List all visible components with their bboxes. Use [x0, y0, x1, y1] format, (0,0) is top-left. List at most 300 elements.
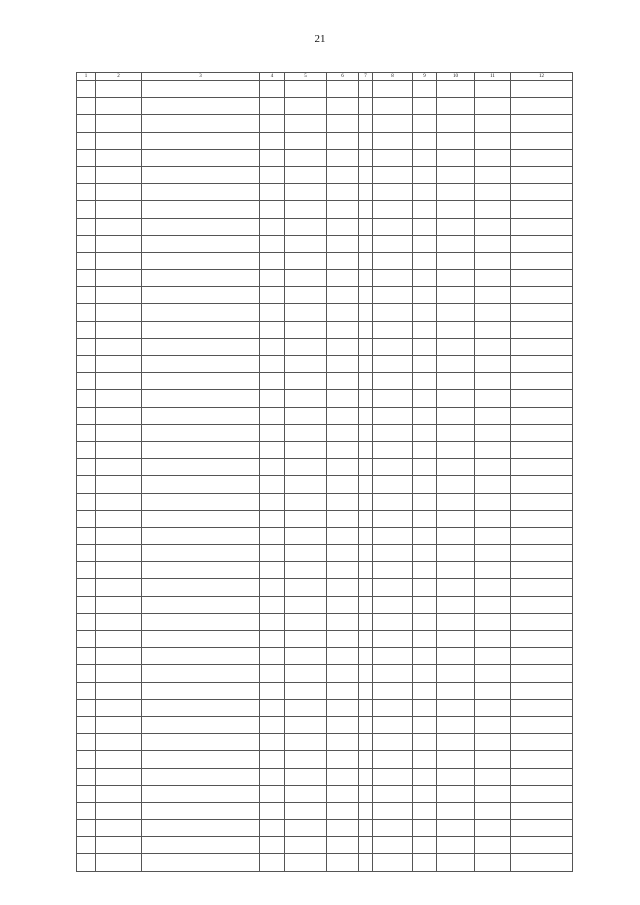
table-cell: [359, 184, 373, 201]
table-cell: [77, 596, 96, 613]
table-cell: [475, 132, 511, 149]
table-cell: [260, 81, 285, 98]
table-cell: [475, 527, 511, 544]
table-cell: [327, 149, 359, 166]
table-cell: [77, 149, 96, 166]
table-cell: [511, 613, 573, 630]
table-cell: [437, 81, 475, 98]
table-cell: [511, 252, 573, 269]
table-cell: [142, 98, 260, 115]
table-cell: [285, 321, 327, 338]
table-cell: [475, 441, 511, 458]
table-cell: [511, 802, 573, 819]
table-cell: [373, 166, 413, 183]
table-cell: [359, 441, 373, 458]
table-cell: [413, 545, 437, 562]
table-cell: [437, 665, 475, 682]
table-row: [77, 201, 573, 218]
table-cell: [260, 648, 285, 665]
table-cell: [327, 562, 359, 579]
table-cell: [413, 115, 437, 132]
table-cell: [77, 802, 96, 819]
table-cell: [511, 201, 573, 218]
table-cell: [475, 356, 511, 373]
table-cell: [437, 321, 475, 338]
table-cell: [77, 98, 96, 115]
column-number: 8: [373, 73, 413, 81]
table-cell: [373, 648, 413, 665]
table-cell: [359, 682, 373, 699]
table-row: [77, 166, 573, 183]
table-cell: [359, 751, 373, 768]
table-row: [77, 527, 573, 544]
table-cell: [511, 356, 573, 373]
table-cell: [285, 424, 327, 441]
table-cell: [142, 699, 260, 716]
table-cell: [413, 476, 437, 493]
table-cell: [285, 218, 327, 235]
table-cell: [327, 287, 359, 304]
table-row: [77, 510, 573, 527]
table-cell: [142, 373, 260, 390]
table-cell: [96, 527, 142, 544]
table-cell: [260, 631, 285, 648]
table-row: [77, 682, 573, 699]
table-cell: [413, 510, 437, 527]
table-cell: [475, 648, 511, 665]
table-cell: [327, 768, 359, 785]
table-cell: [327, 115, 359, 132]
table-cell: [285, 613, 327, 630]
table-cell: [475, 115, 511, 132]
table-cell: [285, 390, 327, 407]
table-cell: [413, 390, 437, 407]
table-cell: [96, 768, 142, 785]
table-cell: [260, 768, 285, 785]
table-cell: [285, 751, 327, 768]
table-cell: [327, 631, 359, 648]
table-cell: [77, 527, 96, 544]
table-cell: [373, 734, 413, 751]
table-cell: [77, 854, 96, 871]
table-cell: [77, 579, 96, 596]
table-cell: [96, 716, 142, 733]
table-cell: [285, 166, 327, 183]
table-cell: [96, 441, 142, 458]
table-cell: [413, 665, 437, 682]
table-row: [77, 373, 573, 390]
table-cell: [437, 562, 475, 579]
table-cell: [327, 802, 359, 819]
table-cell: [260, 682, 285, 699]
table-cell: [475, 837, 511, 854]
table-cell: [142, 424, 260, 441]
table-cell: [359, 390, 373, 407]
table-cell: [511, 545, 573, 562]
table-cell: [511, 98, 573, 115]
column-number: 10: [437, 73, 475, 81]
table-cell: [285, 407, 327, 424]
table-cell: [260, 166, 285, 183]
table-cell: [77, 407, 96, 424]
table-cell: [327, 373, 359, 390]
table-cell: [437, 390, 475, 407]
table-cell: [475, 699, 511, 716]
table-cell: [142, 459, 260, 476]
table-cell: [77, 613, 96, 630]
table-cell: [475, 81, 511, 98]
table-cell: [475, 321, 511, 338]
table-cell: [511, 270, 573, 287]
column-number: 9: [413, 73, 437, 81]
table-cell: [142, 665, 260, 682]
table-cell: [285, 235, 327, 252]
table-cell: [359, 132, 373, 149]
table-cell: [359, 631, 373, 648]
table-cell: [413, 562, 437, 579]
table-cell: [373, 424, 413, 441]
table-cell: [373, 338, 413, 355]
table-cell: [96, 201, 142, 218]
table-cell: [260, 304, 285, 321]
table-cell: [437, 424, 475, 441]
table-cell: [142, 734, 260, 751]
table-cell: [359, 149, 373, 166]
table-cell: [359, 613, 373, 630]
table-cell: [327, 304, 359, 321]
table-cell: [260, 510, 285, 527]
table-cell: [359, 837, 373, 854]
table-cell: [77, 356, 96, 373]
table-cell: [285, 132, 327, 149]
table-cell: [359, 373, 373, 390]
table-cell: [96, 98, 142, 115]
table-cell: [260, 252, 285, 269]
table-cell: [373, 699, 413, 716]
table-cell: [437, 218, 475, 235]
table-cell: [77, 768, 96, 785]
table-cell: [475, 854, 511, 871]
table-row: [77, 424, 573, 441]
table-cell: [511, 424, 573, 441]
table-cell: [359, 321, 373, 338]
table-cell: [142, 166, 260, 183]
table-cell: [142, 321, 260, 338]
table-cell: [142, 613, 260, 630]
table-cell: [373, 390, 413, 407]
table-cell: [475, 98, 511, 115]
table-cell: [475, 716, 511, 733]
table-row: [77, 81, 573, 98]
table-cell: [359, 98, 373, 115]
table-cell: [96, 166, 142, 183]
column-number: 1: [77, 73, 96, 81]
table-cell: [359, 338, 373, 355]
table-cell: [285, 820, 327, 837]
table-cell: [437, 373, 475, 390]
table-cell: [96, 493, 142, 510]
column-number: 4: [260, 73, 285, 81]
table-cell: [437, 837, 475, 854]
table-cell: [327, 751, 359, 768]
table-cell: [260, 338, 285, 355]
table-cell: [260, 201, 285, 218]
table-cell: [260, 562, 285, 579]
table-cell: [359, 545, 373, 562]
table-cell: [142, 802, 260, 819]
table-row: [77, 545, 573, 562]
table-cell: [285, 149, 327, 166]
table-cell: [96, 287, 142, 304]
table-cell: [373, 235, 413, 252]
table-cell: [437, 270, 475, 287]
table-cell: [413, 149, 437, 166]
table-cell: [511, 149, 573, 166]
table-cell: [77, 390, 96, 407]
table-cell: [142, 854, 260, 871]
table-cell: [413, 218, 437, 235]
column-number: 7: [359, 73, 373, 81]
table-cell: [285, 287, 327, 304]
table-cell: [359, 510, 373, 527]
table-cell: [413, 201, 437, 218]
table-cell: [285, 184, 327, 201]
table-cell: [373, 407, 413, 424]
table-row: [77, 820, 573, 837]
table-cell: [437, 579, 475, 596]
table-cell: [511, 699, 573, 716]
table-cell: [373, 527, 413, 544]
table-cell: [327, 716, 359, 733]
table-cell: [373, 579, 413, 596]
table-cell: [511, 631, 573, 648]
table-cell: [327, 201, 359, 218]
table-cell: [96, 596, 142, 613]
table-cell: [359, 218, 373, 235]
table-cell: [373, 149, 413, 166]
table-cell: [260, 665, 285, 682]
table-cell: [413, 407, 437, 424]
table-cell: [96, 854, 142, 871]
table-cell: [511, 648, 573, 665]
table-cell: [373, 321, 413, 338]
table-row: [77, 699, 573, 716]
table-cell: [413, 751, 437, 768]
table-cell: [437, 734, 475, 751]
table-cell: [437, 356, 475, 373]
table-cell: [260, 493, 285, 510]
table-row: [77, 321, 573, 338]
table-row: [77, 441, 573, 458]
table-cell: [77, 665, 96, 682]
table-cell: [142, 441, 260, 458]
table-cell: [327, 270, 359, 287]
table-cell: [511, 562, 573, 579]
table-cell: [373, 665, 413, 682]
table-cell: [96, 390, 142, 407]
table-cell: [77, 81, 96, 98]
table-cell: [96, 837, 142, 854]
table-cell: [327, 459, 359, 476]
table-cell: [285, 304, 327, 321]
table-cell: [327, 510, 359, 527]
table-cell: [77, 201, 96, 218]
table-cell: [260, 184, 285, 201]
table-cell: [260, 424, 285, 441]
table-cell: [142, 184, 260, 201]
table-cell: [142, 510, 260, 527]
table-cell: [475, 235, 511, 252]
table-cell: [96, 613, 142, 630]
table-cell: [142, 527, 260, 544]
table-cell: [373, 613, 413, 630]
table-cell: [475, 631, 511, 648]
table-cell: [475, 682, 511, 699]
table-cell: [413, 235, 437, 252]
table-cell: [511, 235, 573, 252]
table-cell: [413, 252, 437, 269]
table-cell: [327, 218, 359, 235]
table-cell: [511, 373, 573, 390]
table-cell: [260, 390, 285, 407]
table-cell: [260, 579, 285, 596]
table-cell: [142, 407, 260, 424]
table-cell: [96, 218, 142, 235]
table-cell: [475, 802, 511, 819]
table-cell: [437, 785, 475, 802]
table-cell: [373, 476, 413, 493]
table-cell: [327, 820, 359, 837]
table-cell: [511, 682, 573, 699]
table-row: [77, 235, 573, 252]
table-cell: [475, 734, 511, 751]
table-cell: [511, 441, 573, 458]
table-cell: [475, 338, 511, 355]
table-cell: [142, 837, 260, 854]
table-cell: [77, 321, 96, 338]
table-cell: [327, 407, 359, 424]
table-cell: [359, 304, 373, 321]
table-cell: [327, 785, 359, 802]
table-cell: [285, 734, 327, 751]
table-cell: [260, 218, 285, 235]
table-cell: [142, 201, 260, 218]
table-row: [77, 338, 573, 355]
table-cell: [437, 820, 475, 837]
table-cell: [437, 252, 475, 269]
table-cell: [511, 476, 573, 493]
table-row: [77, 785, 573, 802]
table-cell: [475, 665, 511, 682]
table-cell: [373, 201, 413, 218]
table-cell: [77, 115, 96, 132]
table-cell: [359, 235, 373, 252]
table-row: [77, 596, 573, 613]
table-row: [77, 751, 573, 768]
table-cell: [359, 115, 373, 132]
table-cell: [475, 493, 511, 510]
table-cell: [413, 785, 437, 802]
table-cell: [373, 373, 413, 390]
table-cell: [327, 424, 359, 441]
table-cell: [437, 304, 475, 321]
table-cell: [373, 459, 413, 476]
column-number: 3: [142, 73, 260, 81]
table-cell: [359, 820, 373, 837]
table-cell: [475, 785, 511, 802]
table-cell: [359, 252, 373, 269]
table-cell: [285, 631, 327, 648]
table-cell: [77, 270, 96, 287]
table-cell: [437, 751, 475, 768]
table-cell: [142, 252, 260, 269]
table-cell: [285, 562, 327, 579]
table-cell: [437, 613, 475, 630]
table-cell: [142, 768, 260, 785]
table-cell: [413, 631, 437, 648]
table-cell: [96, 459, 142, 476]
table-row: [77, 287, 573, 304]
table-cell: [437, 459, 475, 476]
table-cell: [142, 545, 260, 562]
table-cell: [437, 441, 475, 458]
table-cell: [359, 699, 373, 716]
table-cell: [359, 407, 373, 424]
table-cell: [437, 768, 475, 785]
table-cell: [475, 424, 511, 441]
table-cell: [511, 390, 573, 407]
table-cell: [142, 235, 260, 252]
table-cell: [285, 785, 327, 802]
table-cell: [359, 476, 373, 493]
table-cell: [437, 682, 475, 699]
table-cell: [475, 459, 511, 476]
table-cell: [511, 596, 573, 613]
table-body: [77, 81, 573, 872]
table-cell: [373, 218, 413, 235]
table-row: [77, 304, 573, 321]
column-number: 12: [511, 73, 573, 81]
table-cell: [96, 149, 142, 166]
table-cell: [96, 785, 142, 802]
table-cell: [475, 579, 511, 596]
table-cell: [77, 459, 96, 476]
table-cell: [77, 166, 96, 183]
table-cell: [413, 98, 437, 115]
table-cell: [475, 476, 511, 493]
table-cell: [437, 338, 475, 355]
table-cell: [475, 407, 511, 424]
table-cell: [142, 716, 260, 733]
table-cell: [96, 252, 142, 269]
table-cell: [437, 287, 475, 304]
table-cell: [285, 682, 327, 699]
table-cell: [413, 734, 437, 751]
table-cell: [142, 218, 260, 235]
table-cell: [359, 648, 373, 665]
table-cell: [475, 149, 511, 166]
table-cell: [260, 716, 285, 733]
table-cell: [437, 716, 475, 733]
table-cell: [327, 132, 359, 149]
table-cell: [413, 81, 437, 98]
table-cell: [475, 166, 511, 183]
table-cell: [327, 682, 359, 699]
table-cell: [260, 356, 285, 373]
table-cell: [413, 699, 437, 716]
table-cell: [373, 837, 413, 854]
table-cell: [96, 424, 142, 441]
